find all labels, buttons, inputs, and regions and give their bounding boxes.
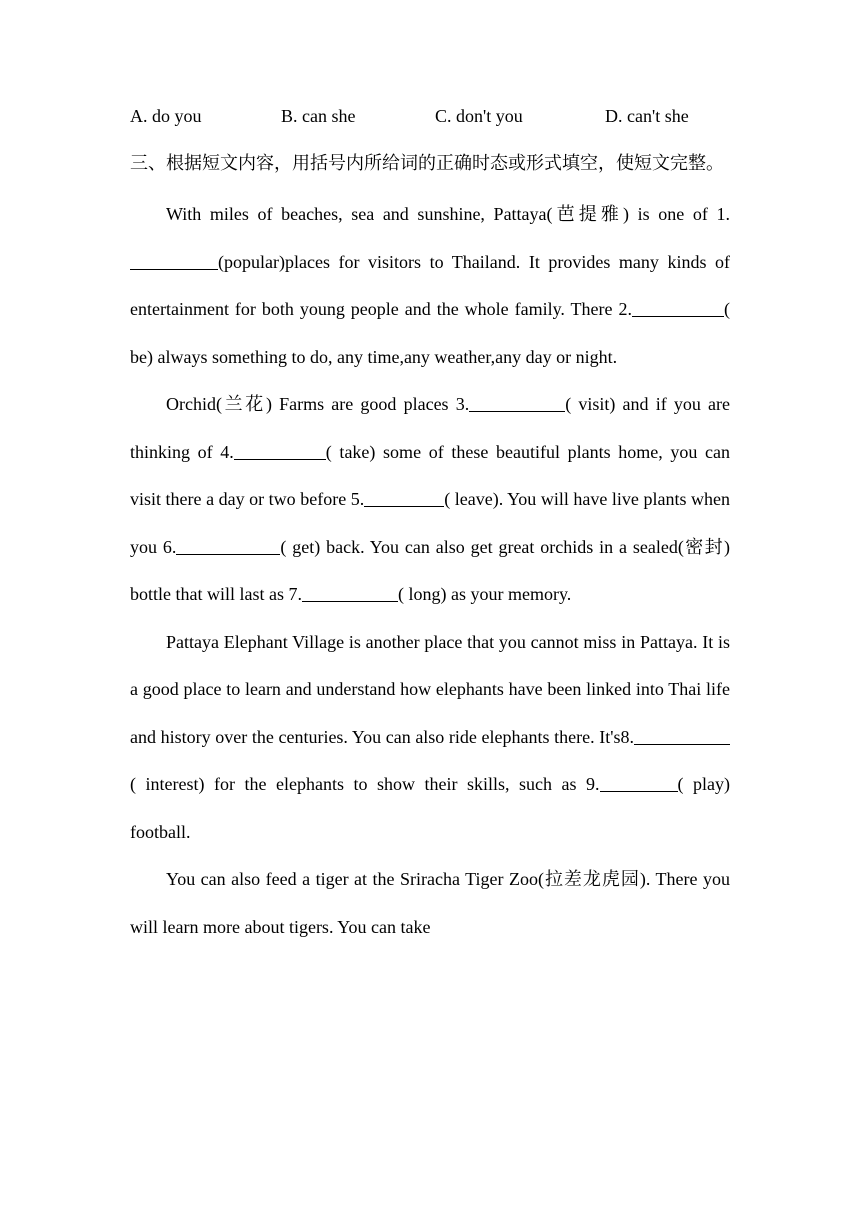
blank-2: [632, 298, 724, 317]
answer-options: [130, 98, 730, 134]
blank-3: [469, 393, 565, 412]
section-heading: 三、根据短文内容，用括号内所给词的正确时态或形式填空，使短文完整。: [130, 153, 724, 173]
paragraph-text: ( long) as your memory.: [397, 584, 572, 604]
option-a: A. do you: [130, 105, 202, 126]
paragraph-elephant: [130, 619, 730, 857]
blank-4: [234, 441, 326, 460]
paragraph-pattaya: [130, 191, 730, 381]
paragraph-text: ( take) some of these beautiful plants home, you can visit there a day or two before 5.: [130, 441, 730, 509]
option-d: D. can't she: [605, 105, 689, 126]
paragraph-text: ( interest) for the elephants to show their skills, such as 9.: [130, 774, 600, 794]
paragraph-text: (popular)places for visitors to Thailand. It provides many kinds of entertainment for both young people and the whole family. There 2.: [130, 251, 730, 319]
blank-8: [634, 726, 730, 745]
paragraph-text: You can also feed a tiger at the Sriracha Tiger Zoo(拉差龙虎园). There you will learn more about tigers. You can take: [130, 869, 730, 937]
option-c: C. don't you: [435, 105, 523, 126]
paragraph-text: ( play) football.: [130, 774, 730, 842]
paragraph-text: ( get) back. You can also get great orchids in a sealed(密封) bottle that will last as 7.: [130, 536, 730, 604]
blank-9: [600, 773, 678, 792]
paragraph-tiger: [130, 856, 730, 951]
paragraph-text: Pattaya Elephant Village is another place that you cannot miss in Pattaya. It is a good place to learn and understand how elephants have been linked into Thai life and history over the centuries. You can also ride elephants there. It's8.: [130, 631, 730, 747]
blank-1: [130, 251, 218, 270]
option-b: B. can she: [281, 105, 356, 126]
paragraph-text: ( visit) and if you are thinking of 4.: [130, 394, 731, 462]
paragraph-text: ( leave). You will have live plants when you 6.: [130, 489, 730, 557]
blank-7: [302, 583, 398, 602]
paragraph-text: Orchid(兰花) Farms are good places 3.: [166, 394, 470, 414]
paragraph-text: ( be) always something to do, any time,any weather,any day or night.: [130, 299, 730, 367]
document-content: [130, 98, 730, 951]
paragraph-text: With miles of beaches, sea and sunshine, Pattaya(芭提雅) is one of 1.: [166, 204, 730, 224]
blank-6: [176, 536, 280, 555]
blank-5: [364, 488, 444, 507]
paragraph-orchid: [130, 381, 730, 619]
